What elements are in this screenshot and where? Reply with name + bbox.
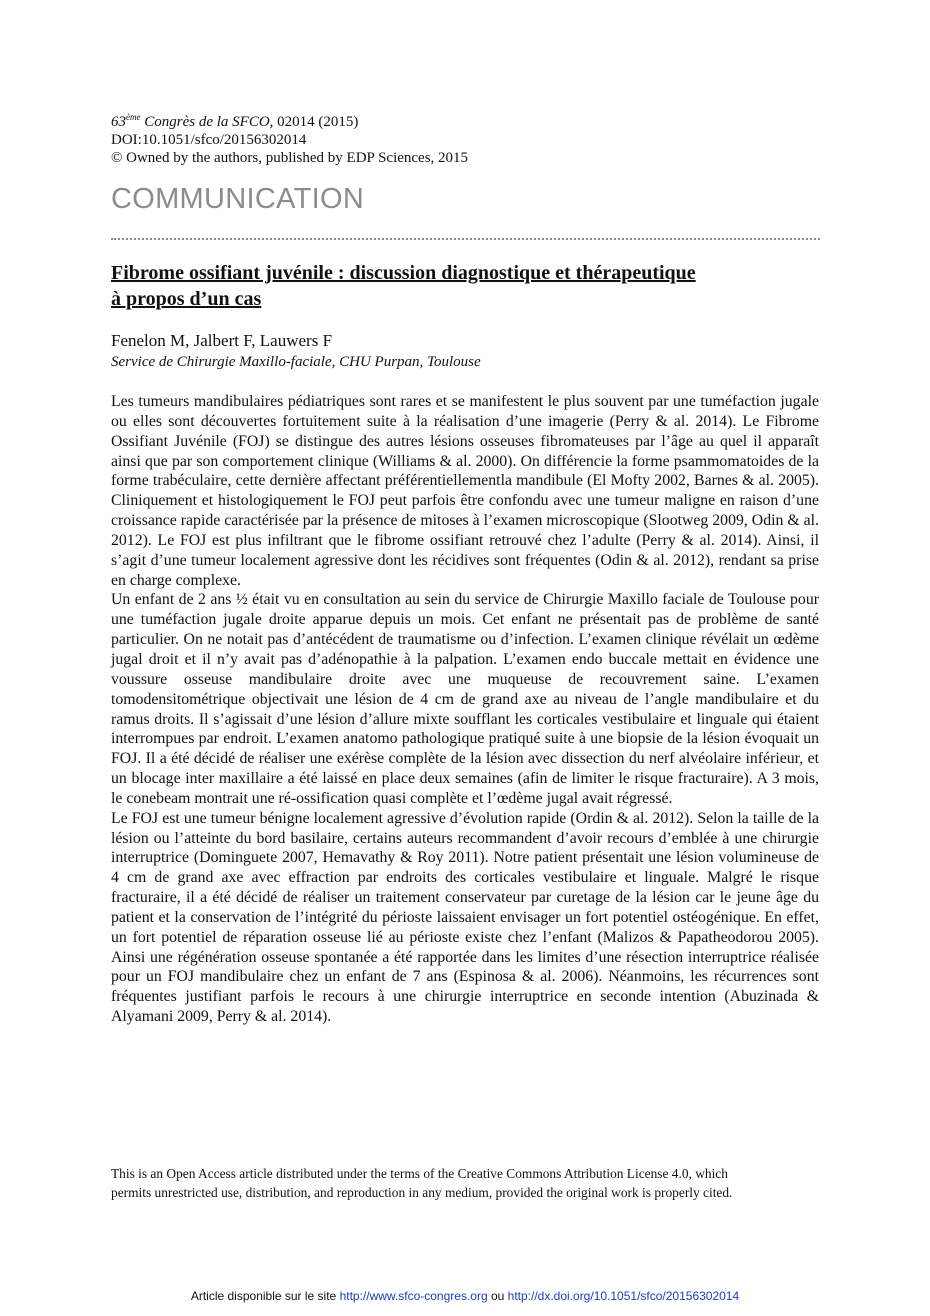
- footer-middle: ou: [487, 1289, 508, 1303]
- doi-link[interactable]: http://dx.doi.org/10.1051/sfco/20156302014: [507, 1289, 740, 1303]
- article-title: [111, 260, 811, 312]
- paragraph-case-report: Un enfant de 2 ans ½ était vu en consultation au sein du service de Chirurgie Maxillo faciale de Toulouse pour une tuméfaction jugale droite apparue depuis un mois. Cet enfant ne présentait pas de problème de santé particulier. On ne notait pas d’antécédent de traumatisme ou d’infection. L’examen clinique révélait un œdème jugal droit et il n’y avait pas d’adénopathie à la palpation. L’examen endo buccale mettait en évidence une voussure osseuse mandibulaire droite avec une muqueuse de recouvrement saine. L’examen tomodensitométrique objectivait une lésion de 4 cm de grand axe au niveau de l’angle mandibulaire et du ramus droits. Il s’agissait d’une lésion d’allure mixte soufflant les corticales vestibulaire et linguale qui étaient interrompues par endroit. L’examen anatomo pathologique pratiqué suite à une biopsie de la lésion évoquait un FOJ. Il a été décidé de réaliser une exérèse complète de la lésion avec dissection du nerf alvéolaire inférieur, et un blocage inter maxillaire a été laissé en place deux semaines (afin de limiter le risque fracturaire). A 3 mois, le conebeam montrait une ré-ossification quasi complète et l’œdème jugal avait régressé.: [111, 591, 819, 807]
- license-line-2: permits unrestricted use, distribution, and reproduction in any medium, provided the original work is properly cited.: [111, 1185, 733, 1200]
- footer-prefix: Article disponible sur le site: [190, 1289, 340, 1303]
- doi-line: DOI:10.1051/sfco/20156302014: [111, 132, 307, 148]
- page-footer: [0, 1289, 930, 1303]
- paragraph-introduction: Les tumeurs mandibulaires pédiatriques sont rares et se manifestent le plus souvent par une tuméfaction jugale ou elles sont découvertes fortuitement suite à la réalisation d’une imagerie (Perry & al. 2014). Le Fibrome Ossifiant Juvénile (FOJ) se distingue des autres lésions osseuses fibromateuses par l’âge au quel il apparaît ainsi que par son comportement clinique (Williams & al. 2000). On différencie la forme psammomatoides de la forme trabéculaire, cette dernière affectant préférentiellementla mandibule (El Mofty 2002, Barnes & al. 2005). Cliniquement et histologiquement le FOJ peut parfois être confondu avec une tumeur maligne en raison d’une croissance rapide caractérisée par la présence de mitoses à l’examen microscopique (Slootweg 2009, Odin & al. 2012). Le FOJ est plus infiltrant que le fibrome ossifiant retrouvé chez l’adulte (Perry & al. 2014). Ainsi, il s’agit d’une tumeur localement agressive dont les récidives sont fréquentes (Odin & al. 2012), rendant sa prise en charge complexe.: [111, 393, 819, 589]
- title-line-2: à propos d’un cas: [111, 288, 262, 310]
- venue-line: [111, 108, 468, 131]
- sfco-site-link[interactable]: http://www.sfco-congres.org: [339, 1289, 488, 1303]
- title-line-1: Fibrome ossifiant juvénile : discussion diagnostique et thérapeutique: [111, 262, 696, 284]
- publication-header: [111, 108, 468, 167]
- license-notice: [111, 1164, 826, 1202]
- venue-ordinal: 63: [111, 114, 126, 130]
- section-label: COMMUNICATION: [111, 183, 365, 215]
- venue-name: Congrès de la SFCO: [140, 114, 270, 130]
- venue-reference: , 02014 (2015): [269, 114, 359, 130]
- paragraph-discussion: Le FOJ est une tumeur bénigne localement agressive d’évolution rapide (Ordin & al. 2012). Selon la taille de la lésion ou l’atteinte du bord basilaire, certains auteurs recommandent d’avoir recours d’emblée à une chirurgie interruptrice (Dominguete 2007, Hemavathy & Roy 2011). Notre patient présentait une lésion volumineuse de 4 cm de grand axe avec effraction par endroits des corticales vestibulaire et linguale. Malgré le risque fracturaire, il a été décidé de réaliser un traitement conservateur par curetage de la lésion car le jeune âge du patient et la conservation de l’intégrité du périoste laissaient envisager un fort potentiel ostéogénique. En effet, un fort potentiel de réparation osseuse lié au périoste existe chez l’enfant (Malizos & Papatheodorou 2005). Ainsi une régénération osseuse spontanée a été rapportée dans les limites d’une résection interruptrice réalisée pour un FOJ mandibulaire chez un enfant de 7 ans (Espinosa & al. 2006). Néanmoins, les récurrences sont fréquentes justifiant parfois le recours à une chirurgie interruptrice en seconde intention (Abuzinada & Alyamani 2009, Perry & al. 2014).: [111, 809, 819, 1026]
- license-line-1: This is an Open Access article distributed under the terms of the Creative Commons Attribution License 4.0, which: [111, 1166, 728, 1181]
- copyright-line: © Owned by the authors, published by EDP Sciences, 2015: [111, 150, 469, 166]
- affiliation: Service de Chirurgie Maxillo-faciale, CHU Purpan, Toulouse: [111, 354, 481, 370]
- venue-ordinal-suffix: ème: [126, 112, 141, 122]
- dotted-divider: [111, 238, 820, 240]
- article-body: [111, 392, 819, 1027]
- authors: Fenelon M, Jalbert F, Lauwers F: [111, 331, 333, 350]
